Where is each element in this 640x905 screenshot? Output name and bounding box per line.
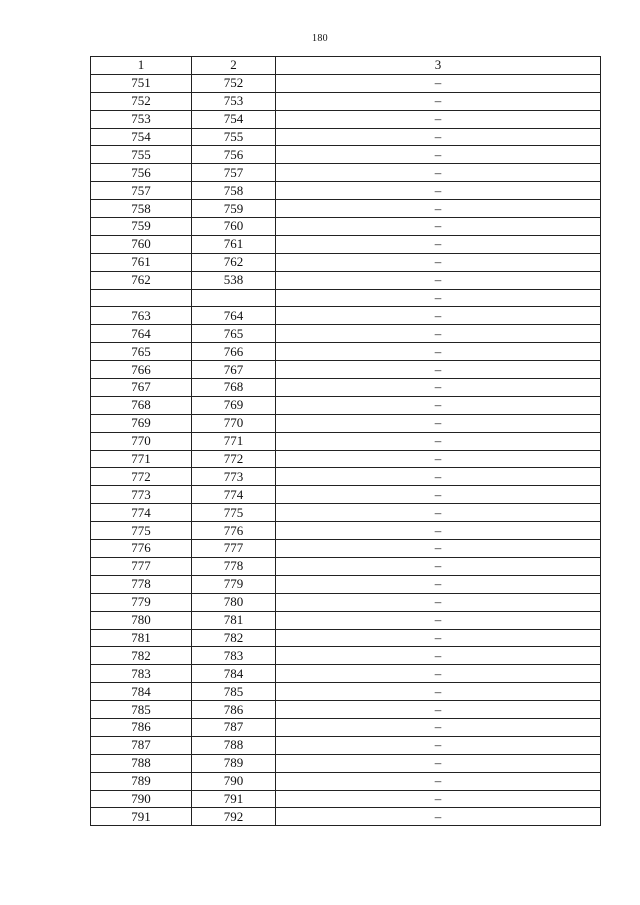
table-cell-col-3: – (276, 772, 601, 790)
table-row (91, 92, 601, 110)
table-cell-col-1: 754 (91, 128, 192, 146)
table-cell-col-2: 772 (192, 450, 276, 468)
table-cell-col-1: 789 (91, 772, 192, 790)
table-cell-col-2: 764 (192, 307, 276, 325)
table-row (91, 432, 601, 450)
table-cell-col-1: 788 (91, 754, 192, 772)
table-cell-col-2: 753 (192, 92, 276, 110)
table-cell-col-2: 781 (192, 611, 276, 629)
table-cell-col-3: – (276, 128, 601, 146)
table-row (91, 629, 601, 647)
table-cell-col-2: 770 (192, 414, 276, 432)
table-cell-col-3: – (276, 307, 601, 325)
table-cell-col-3: – (276, 379, 601, 397)
table-cell-col-1: 759 (91, 218, 192, 236)
page-number: 180 (312, 33, 328, 44)
table-cell-col-3: – (276, 808, 601, 826)
table-row (91, 468, 601, 486)
column-header-3: 3 (276, 57, 601, 75)
table-cell-col-3: – (276, 629, 601, 647)
table-cell-col-2: 778 (192, 557, 276, 575)
table-row (91, 504, 601, 522)
table-cell-col-1: 777 (91, 557, 192, 575)
table-cell-col-1: 783 (91, 665, 192, 683)
table-row (91, 74, 601, 92)
table-cell-col-1: 756 (91, 164, 192, 182)
table-header-row (91, 57, 601, 75)
table-cell-col-1: 753 (91, 110, 192, 128)
table-row (91, 575, 601, 593)
table-cell-col-2: 768 (192, 379, 276, 397)
table-cell-col-3: – (276, 522, 601, 540)
table-cell-col-1: 768 (91, 396, 192, 414)
table-row (91, 683, 601, 701)
table-cell-col-2: 752 (192, 74, 276, 92)
table-cell-col-1: 760 (91, 235, 192, 253)
table-cell-col-1: 775 (91, 522, 192, 540)
column-header-1: 1 (91, 57, 192, 75)
table-cell-col-2: 788 (192, 736, 276, 754)
table-cell-col-2: 760 (192, 218, 276, 236)
table-cell-col-2: 777 (192, 540, 276, 558)
table-row (91, 808, 601, 826)
table-row (91, 736, 601, 754)
table-cell-col-2: 775 (192, 504, 276, 522)
table-cell-col-1: 758 (91, 200, 192, 218)
table-cell-col-3: – (276, 754, 601, 772)
table-cell-col-1: 782 (91, 647, 192, 665)
table-cell-col-1: 773 (91, 486, 192, 504)
table-cell-col-1: 785 (91, 701, 192, 719)
table-cell-col-3: – (276, 575, 601, 593)
table-cell-col-1: 790 (91, 790, 192, 808)
table-row (91, 790, 601, 808)
table-row (91, 754, 601, 772)
table-row (91, 361, 601, 379)
table-cell-col-3: – (276, 701, 601, 719)
table-cell-col-2: 759 (192, 200, 276, 218)
table-cell-col-2: 789 (192, 754, 276, 772)
table-row (91, 128, 601, 146)
table-row (91, 146, 601, 164)
table-cell-col-1: 766 (91, 361, 192, 379)
column-header-2: 2 (192, 57, 276, 75)
table-cell-col-2: 762 (192, 253, 276, 271)
table-cell-col-1: 771 (91, 450, 192, 468)
table-cell-col-3: – (276, 235, 601, 253)
table-cell-col-3: – (276, 468, 601, 486)
table-cell-col-1: 786 (91, 718, 192, 736)
table-cell-col-3: – (276, 164, 601, 182)
table-cell-col-2: 780 (192, 593, 276, 611)
table-cell-col-2: 756 (192, 146, 276, 164)
table-row (91, 486, 601, 504)
table-cell-col-2: 765 (192, 325, 276, 343)
table-cell-col-2: 766 (192, 343, 276, 361)
table-row (91, 396, 601, 414)
table-cell-col-1: 762 (91, 271, 192, 289)
table-cell-col-3: – (276, 504, 601, 522)
table-cell-col-2: 538 (192, 271, 276, 289)
table-cell-col-3: – (276, 486, 601, 504)
table-cell-col-3: – (276, 414, 601, 432)
table-cell-col-3: – (276, 396, 601, 414)
table-cell-col-2: 787 (192, 718, 276, 736)
table-cell-col-2: 773 (192, 468, 276, 486)
table-cell-col-2: 755 (192, 128, 276, 146)
table-cell-col-1: 769 (91, 414, 192, 432)
table-cell-col-3: – (276, 110, 601, 128)
table-row (91, 379, 601, 397)
table-cell-col-3: – (276, 289, 601, 307)
table-row (91, 182, 601, 200)
table-cell-col-3: – (276, 92, 601, 110)
table-cell-col-1: 779 (91, 593, 192, 611)
table-cell-col-1: 765 (91, 343, 192, 361)
table-cell-col-1: 780 (91, 611, 192, 629)
table-cell-col-1: 781 (91, 629, 192, 647)
table-row (91, 718, 601, 736)
table-cell-col-1: 752 (91, 92, 192, 110)
table-row (91, 593, 601, 611)
table-cell-col-1: 763 (91, 307, 192, 325)
table-cell-col-2: 784 (192, 665, 276, 683)
table-row (91, 200, 601, 218)
table-cell-col-3: – (276, 593, 601, 611)
table-cell-col-1: 751 (91, 74, 192, 92)
table-row (91, 647, 601, 665)
table-row (91, 164, 601, 182)
table-cell-col-3: – (276, 432, 601, 450)
table-cell-col-1: 774 (91, 504, 192, 522)
table-cell-col-3: – (276, 736, 601, 754)
table-row (91, 325, 601, 343)
table-cell-col-2: 761 (192, 235, 276, 253)
table-cell-col-2: 783 (192, 647, 276, 665)
data-table (90, 56, 601, 826)
table-cell-col-2: 774 (192, 486, 276, 504)
table-cell-col-2: 790 (192, 772, 276, 790)
table-row (91, 253, 601, 271)
table-cell-col-3: – (276, 253, 601, 271)
table-cell-col-2: 791 (192, 790, 276, 808)
table-cell-col-2: 785 (192, 683, 276, 701)
table-cell-col-1: 791 (91, 808, 192, 826)
table-cell-col-2: 767 (192, 361, 276, 379)
table-cell-col-2: 782 (192, 629, 276, 647)
table-cell-col-3: – (276, 361, 601, 379)
table-row (91, 701, 601, 719)
table-cell-col-3: – (276, 557, 601, 575)
table-cell-col-2: 776 (192, 522, 276, 540)
table-cell-col-2: 771 (192, 432, 276, 450)
table-cell-col-2: 757 (192, 164, 276, 182)
table-cell-col-3: – (276, 450, 601, 468)
table-cell-col-1: 761 (91, 253, 192, 271)
table-cell-col-1: 757 (91, 182, 192, 200)
table-row (91, 289, 601, 307)
table-cell-col-3: – (276, 218, 601, 236)
table-cell-col-2: 779 (192, 575, 276, 593)
table-row (91, 772, 601, 790)
table-body (91, 74, 601, 825)
table-cell-col-1: 787 (91, 736, 192, 754)
table-row (91, 540, 601, 558)
table-row (91, 271, 601, 289)
table-cell-col-3: – (276, 74, 601, 92)
table-cell-col-3: – (276, 647, 601, 665)
table-row (91, 218, 601, 236)
table-cell-col-1: 755 (91, 146, 192, 164)
table-cell-col-3: – (276, 718, 601, 736)
table-cell-col-2: 786 (192, 701, 276, 719)
table-row (91, 414, 601, 432)
table-cell-col-3: – (276, 665, 601, 683)
table-cell-col-3: – (276, 182, 601, 200)
table-cell-col-1: 767 (91, 379, 192, 397)
table-cell-col-1: 778 (91, 575, 192, 593)
table-cell-col-3: – (276, 146, 601, 164)
table-cell-col-3: – (276, 683, 601, 701)
table-cell-col-2: 769 (192, 396, 276, 414)
table-cell-col-3: – (276, 271, 601, 289)
table-cell-col-1: 770 (91, 432, 192, 450)
table-row (91, 235, 601, 253)
table-row (91, 557, 601, 575)
table-cell-col-1: 764 (91, 325, 192, 343)
table-cell-col-1: 784 (91, 683, 192, 701)
table-cell-col-3: – (276, 611, 601, 629)
table-cell-col-2: 754 (192, 110, 276, 128)
table-row (91, 307, 601, 325)
table-row (91, 110, 601, 128)
table-row (91, 343, 601, 361)
table-cell-col-1 (91, 289, 192, 307)
table-row (91, 665, 601, 683)
table-cell-col-1: 776 (91, 540, 192, 558)
table-row (91, 522, 601, 540)
table-cell-col-2: 758 (192, 182, 276, 200)
table-cell-col-2: 792 (192, 808, 276, 826)
table-cell-col-1: 772 (91, 468, 192, 486)
table-cell-col-2 (192, 289, 276, 307)
table-cell-col-3: – (276, 790, 601, 808)
table-row (91, 611, 601, 629)
table-cell-col-3: – (276, 540, 601, 558)
table-cell-col-3: – (276, 325, 601, 343)
table-cell-col-3: – (276, 343, 601, 361)
table-row (91, 450, 601, 468)
table-cell-col-3: – (276, 200, 601, 218)
